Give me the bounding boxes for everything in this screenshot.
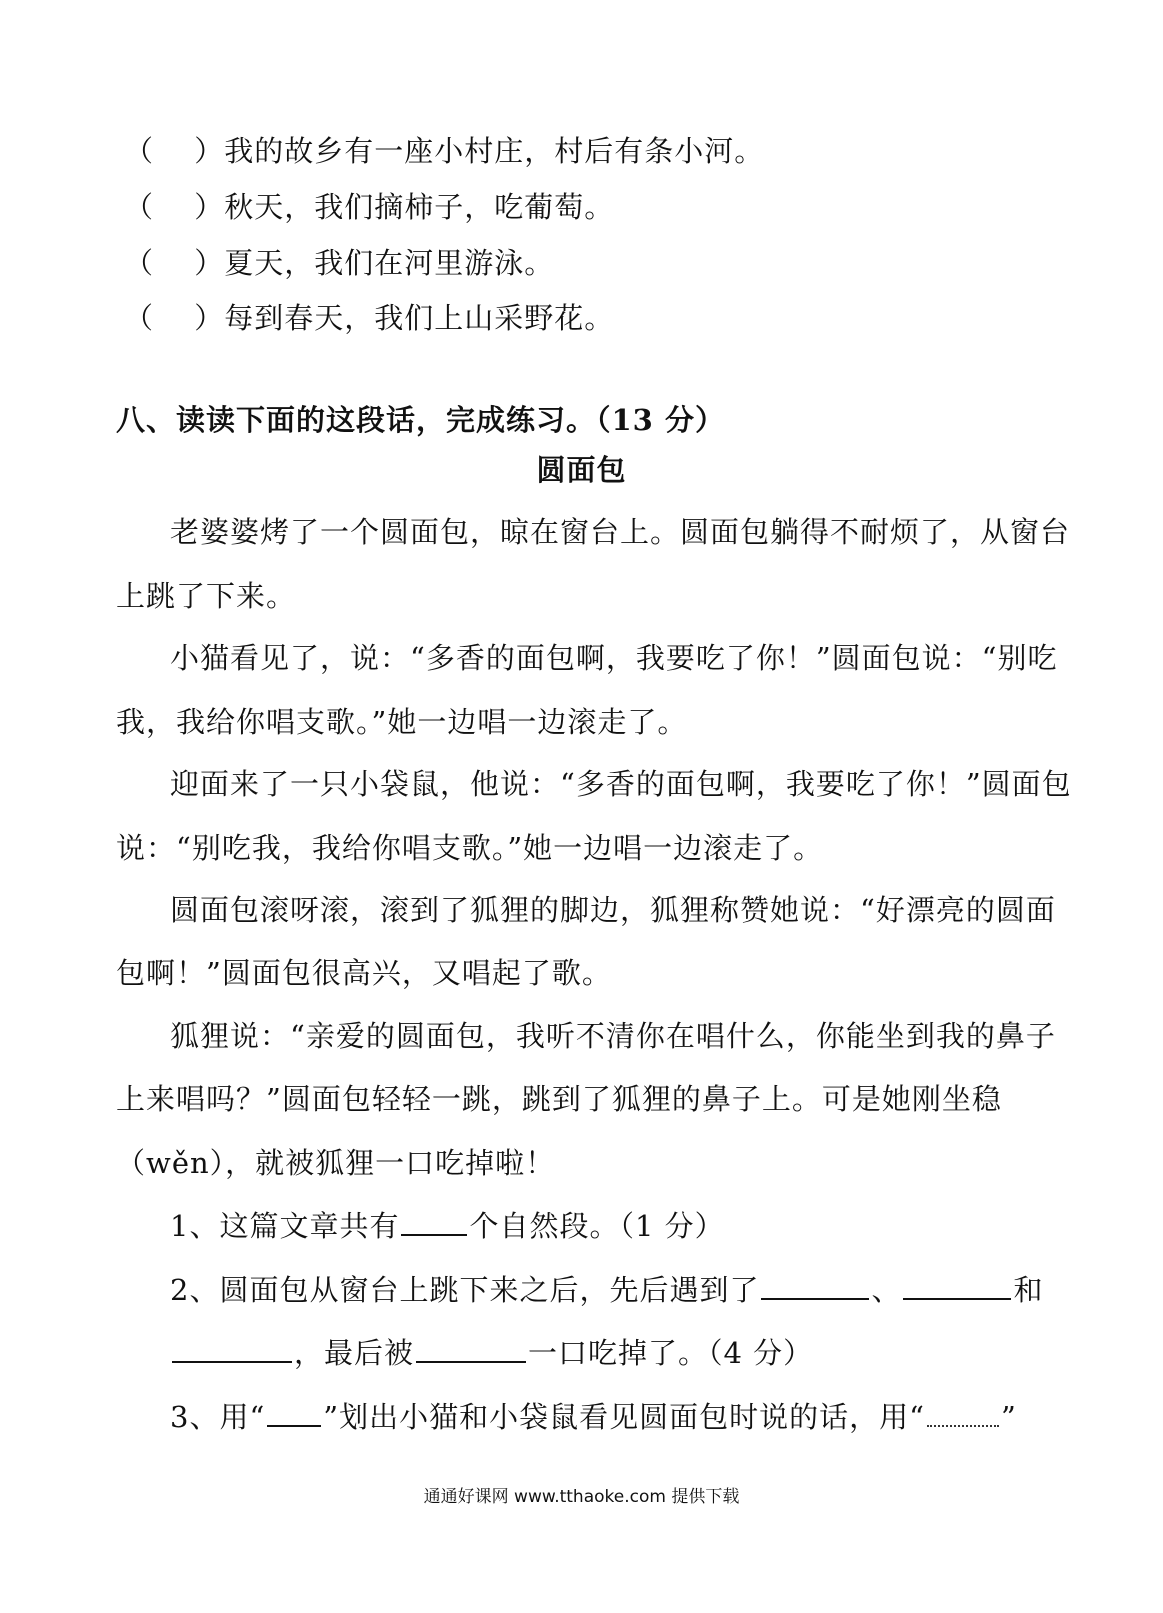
order-item-3: （ ）夏天，我们在河里游泳。 (124, 246, 555, 280)
passage-line: 小猫看见了，说：“多香的面包啊，我要吃了你！”圆面包说：“别吃 (170, 641, 1058, 675)
question-1-text-end: 个自然段。（1 分） (469, 1209, 725, 1243)
passage-line: 包啊！”圆面包很高兴，又唱起了歌。 (116, 956, 612, 990)
wavy-line-mark (927, 1399, 999, 1427)
question-2-cont (170, 1335, 813, 1371)
question-3 (170, 1399, 1017, 1435)
question-2-text-mid: ，最后被 (294, 1336, 415, 1370)
passage-line: 老婆婆烤了一个圆面包，晾在窗台上。圆面包躺得不耐烦了，从窗台 (170, 515, 1071, 549)
passage-line: 我，我给你唱支歌。”她一边唱一边滚走了。 (116, 705, 688, 739)
order-item-4: （ ）每到春天，我们上山采野花。 (124, 301, 615, 335)
passage-line: 狐狸说：“亲爱的圆面包，我听不清你在唱什么，你能坐到我的鼻子 (170, 1019, 1056, 1053)
question-2-text: 2、圆面包从窗台上跳下来之后，先后遇到了 (170, 1273, 760, 1307)
question-1 (170, 1208, 725, 1244)
question-3-text: 3、用“ (170, 1400, 266, 1434)
straight-line-mark (267, 1399, 321, 1427)
footer-credit: 通通好课网 www.tthaoke.com 提供下载 (423, 1487, 740, 1507)
passage-line: （wěn），就被狐狸一口吃掉啦！ (116, 1146, 556, 1180)
question-1-text: 1、这篇文章共有 (170, 1209, 400, 1243)
passage-line: 上来唱吗？”圆面包轻轻一跳，跳到了狐狸的鼻子上。可是她刚坐稳 (116, 1082, 1002, 1116)
question-2-text-end: 一口吃掉了。（4 分） (528, 1336, 814, 1370)
order-item-2: （ ）秋天，我们摘柿子，吃葡萄。 (124, 190, 615, 224)
passage-line: 上跳了下来。 (116, 579, 297, 613)
passage-line: 迎面来了一只小袋鼠，他说：“多香的面包啊，我要吃了你！”圆面包 (170, 767, 1072, 801)
question-2-and: 和 (1013, 1273, 1044, 1307)
question-2-separator: 、 (871, 1273, 902, 1307)
answer-blank[interactable] (401, 1208, 467, 1236)
question-3-text-mid: ”划出小猫和小袋鼠看见圆面包时说的话，用“ (323, 1400, 925, 1434)
passage-line: 说：“别吃我，我给你唱支歌。”她一边唱一边滚走了。 (116, 831, 824, 865)
section-heading: 八、读读下面的这段话，完成练习。（13 分） (116, 403, 725, 437)
answer-blank[interactable] (903, 1272, 1011, 1300)
answer-blank[interactable] (416, 1335, 526, 1363)
story-title: 圆面包 (536, 453, 627, 487)
answer-blank[interactable] (172, 1335, 292, 1363)
question-3-text-end: ” (1000, 1400, 1017, 1434)
question-2 (170, 1272, 1043, 1308)
passage-line: 圆面包滚呀滚，滚到了狐狸的脚边，狐狸称赞她说：“好漂亮的圆面 (170, 893, 1056, 927)
answer-blank[interactable] (761, 1272, 869, 1300)
order-item-1: （ ）我的故乡有一座小村庄，村后有条小河。 (124, 134, 765, 168)
